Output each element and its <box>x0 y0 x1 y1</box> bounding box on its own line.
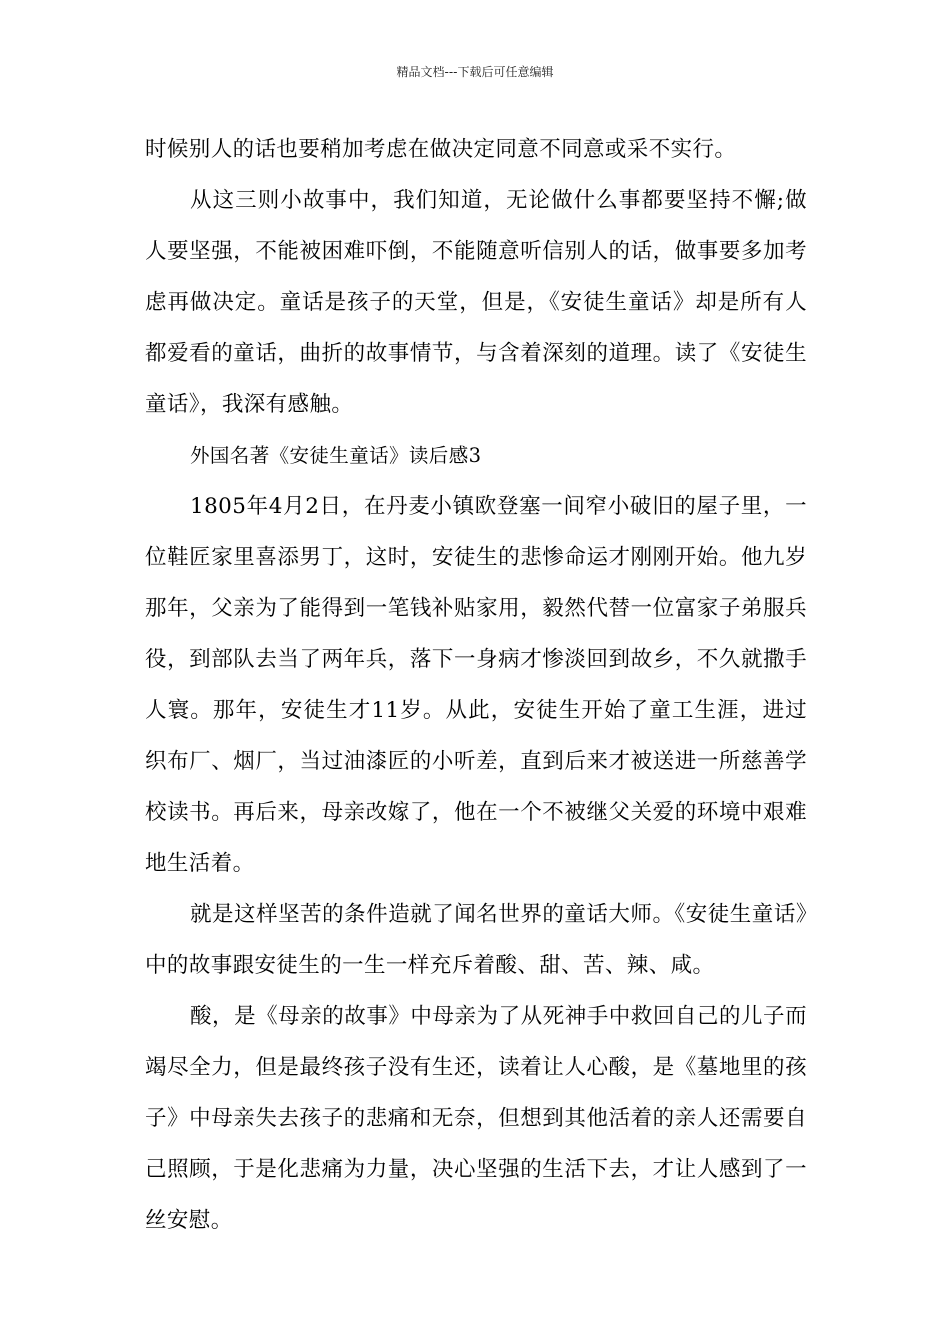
section-heading: 外国名著《安徒生童话》读后感3 <box>190 444 482 467</box>
paragraph-sour: 酸，是《母亲的故事》中母亲为了从死神手中救回自己的儿子而竭尽全力，但是最终孩子没有生还，读着让人心酸，是《墓地里的孩子》中母亲失去孩子的悲痛和无奈，但想到其他活着的亲人还需要自己照顾，于是化悲痛为力量，决心坚强的生活下去，才让人感到了一丝安慰。 <box>145 1004 807 1233</box>
paragraph-continuation: 时候别人的话也要稍加考虑在做决定同意不同意或采不实行。 <box>145 137 737 162</box>
paragraph-master: 就是这样坚苦的条件造就了闻名世界的童话大师。《安徒生童话》中的故事跟安徒生的一生一样充斥着酸、甜、苦、辣、咸。 <box>145 902 807 978</box>
paragraph-biography: 1805年4月2日，在丹麦小镇欧登塞一间窄小破旧的屋子里，一位鞋匠家里喜添男丁，这时，安徒生的悲惨命运才刚刚开始。他九岁那年，父亲为了能得到一笔钱补贴家用，毅然代替一位富家子弟服兵役，到部队去当了两年兵，落下一身病才惨淡回到故乡，不久就撒手人寰。那年，安徒生才11岁。从此，安徒生开始了童工生涯，进过织布厂、烟厂，当过油漆匠的小听差，直到后来才被送进一所慈善学校读书。再后来，母亲改嫁了，他在一个不被继父关爱的环境中艰难地生活着。 <box>145 494 807 876</box>
paragraph-summary: 从这三则小故事中，我们知道，无论做什么事都要坚持不懈;做人要坚强，不能被困难吓倒，不能随意听信别人的话，做事要多加考虑再做决定。童话是孩子的天堂，但是，《安徒生童话》却是所有人都爱看的童话，曲折的故事情节，与含着深刻的道理。读了《安徒生童话》，我深有感触。 <box>145 188 807 417</box>
document-body <box>145 124 807 1246</box>
page-header: 精品文档---下载后可任意编辑 <box>396 65 554 79</box>
